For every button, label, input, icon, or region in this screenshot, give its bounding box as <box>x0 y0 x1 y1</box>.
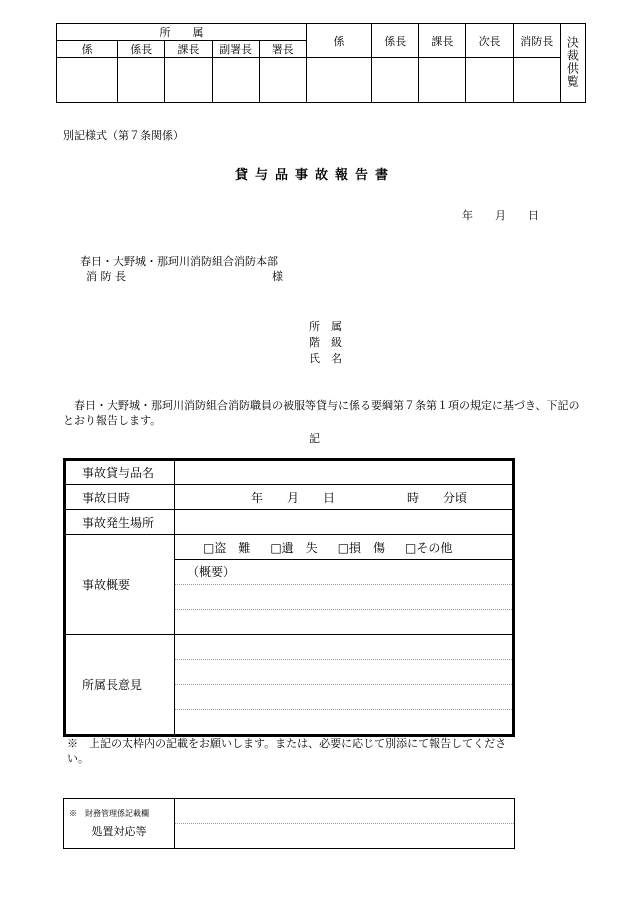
opinion-label: 所属長意見 <box>65 635 175 736</box>
stamp-box[interactable] <box>513 58 560 103</box>
option-other-checkbox[interactable]: □その他 <box>405 540 453 555</box>
honbu-col-jicho: 次長 <box>466 24 513 58</box>
note-text: ※ 上記の太枠内の記載をお願いします。または、必要に応じて別添にて報告してください。 <box>67 737 507 765</box>
accident-type-options <box>175 535 512 560</box>
shozoku-header: 所 属 <box>57 24 307 41</box>
stamp-box[interactable] <box>212 58 259 103</box>
finance-label-cell <box>64 799 175 849</box>
opinion-line[interactable] <box>175 635 512 660</box>
summary-label: 事故概要 <box>65 535 175 635</box>
place-input[interactable] <box>175 510 514 535</box>
opinion-cell <box>175 635 514 736</box>
place-label: 事故発生場所 <box>65 510 175 535</box>
addressee-honorific: 様 <box>272 270 283 283</box>
stamp-box[interactable] <box>419 58 466 103</box>
finance-label: 処置対応等 <box>91 825 147 838</box>
reporter-affiliation-label: 所 属 <box>309 320 342 333</box>
item-input[interactable] <box>175 460 514 485</box>
finance-input-cell <box>175 799 515 849</box>
option-theft-checkbox[interactable]: □盗 難 <box>203 540 251 555</box>
opinion-line[interactable] <box>175 685 512 710</box>
reporter-rank-label: 階 級 <box>309 336 342 349</box>
form-reference: 別記様式（第７条関係） <box>63 129 184 142</box>
finance-table <box>63 798 515 849</box>
approval-table <box>56 23 586 103</box>
datetime-label: 事故日時 <box>65 485 175 510</box>
stamp-box[interactable] <box>466 58 513 103</box>
report-table <box>63 458 515 737</box>
shozoku-col-kacho: 課長 <box>165 41 212 58</box>
item-label: 事故貸与品名 <box>65 460 175 485</box>
opinion-line[interactable] <box>175 710 512 734</box>
stamp-box[interactable] <box>372 58 419 103</box>
datetime-input[interactable]: 年 月 日 時 分頃 <box>175 485 514 510</box>
honbu-col-shobocho: 消防長 <box>513 24 560 58</box>
summary-heading: （概要） <box>175 560 512 585</box>
shozoku-col-kakari: 係 <box>57 41 118 58</box>
option-lost-checkbox[interactable]: □遺 失 <box>270 540 318 555</box>
finance-line[interactable] <box>175 799 514 824</box>
kessai-cell <box>560 24 585 103</box>
honbu-col-kakari: 係 <box>306 24 371 58</box>
summary-cell <box>175 535 514 635</box>
kessai-label: 決裁供覧 <box>565 35 580 88</box>
stamp-box[interactable] <box>118 58 165 103</box>
date-line: 年 月 日 <box>462 209 539 222</box>
shozoku-col-kakaricho: 係長 <box>118 41 165 58</box>
addressee-org: 春日・大野城・那珂川消防組合消防本部 <box>80 255 278 268</box>
honbu-col-kakaricho: 係長 <box>372 24 419 58</box>
stamp-box[interactable] <box>306 58 371 103</box>
shozoku-col-fukushocho: 副署長 <box>212 41 259 58</box>
page-title: 貸与品事故報告書 <box>234 168 395 183</box>
summary-line[interactable] <box>175 585 512 610</box>
stamp-box[interactable] <box>259 58 306 103</box>
shozoku-col-shocho: 署長 <box>259 41 306 58</box>
stamp-box[interactable] <box>57 58 118 103</box>
finance-line[interactable] <box>175 824 514 848</box>
finance-label-small: ※ 財務管理係記載欄 <box>69 809 149 818</box>
body-text: 春日・大野城・那珂川消防組合消防職員の被服等貸与に係る要綱第７条第１項の規定に基づき、下記のとおり報告します。 <box>63 399 580 427</box>
reporter-name-label: 氏 名 <box>309 352 342 365</box>
addressee-position: 消 防 長 <box>86 270 126 283</box>
summary-line[interactable] <box>175 610 512 634</box>
ki-label: 記 <box>309 432 320 445</box>
option-damage-checkbox[interactable]: □損 傷 <box>337 540 386 555</box>
honbu-col-kacho: 課長 <box>419 24 466 58</box>
stamp-box[interactable] <box>165 58 212 103</box>
opinion-line[interactable] <box>175 660 512 685</box>
